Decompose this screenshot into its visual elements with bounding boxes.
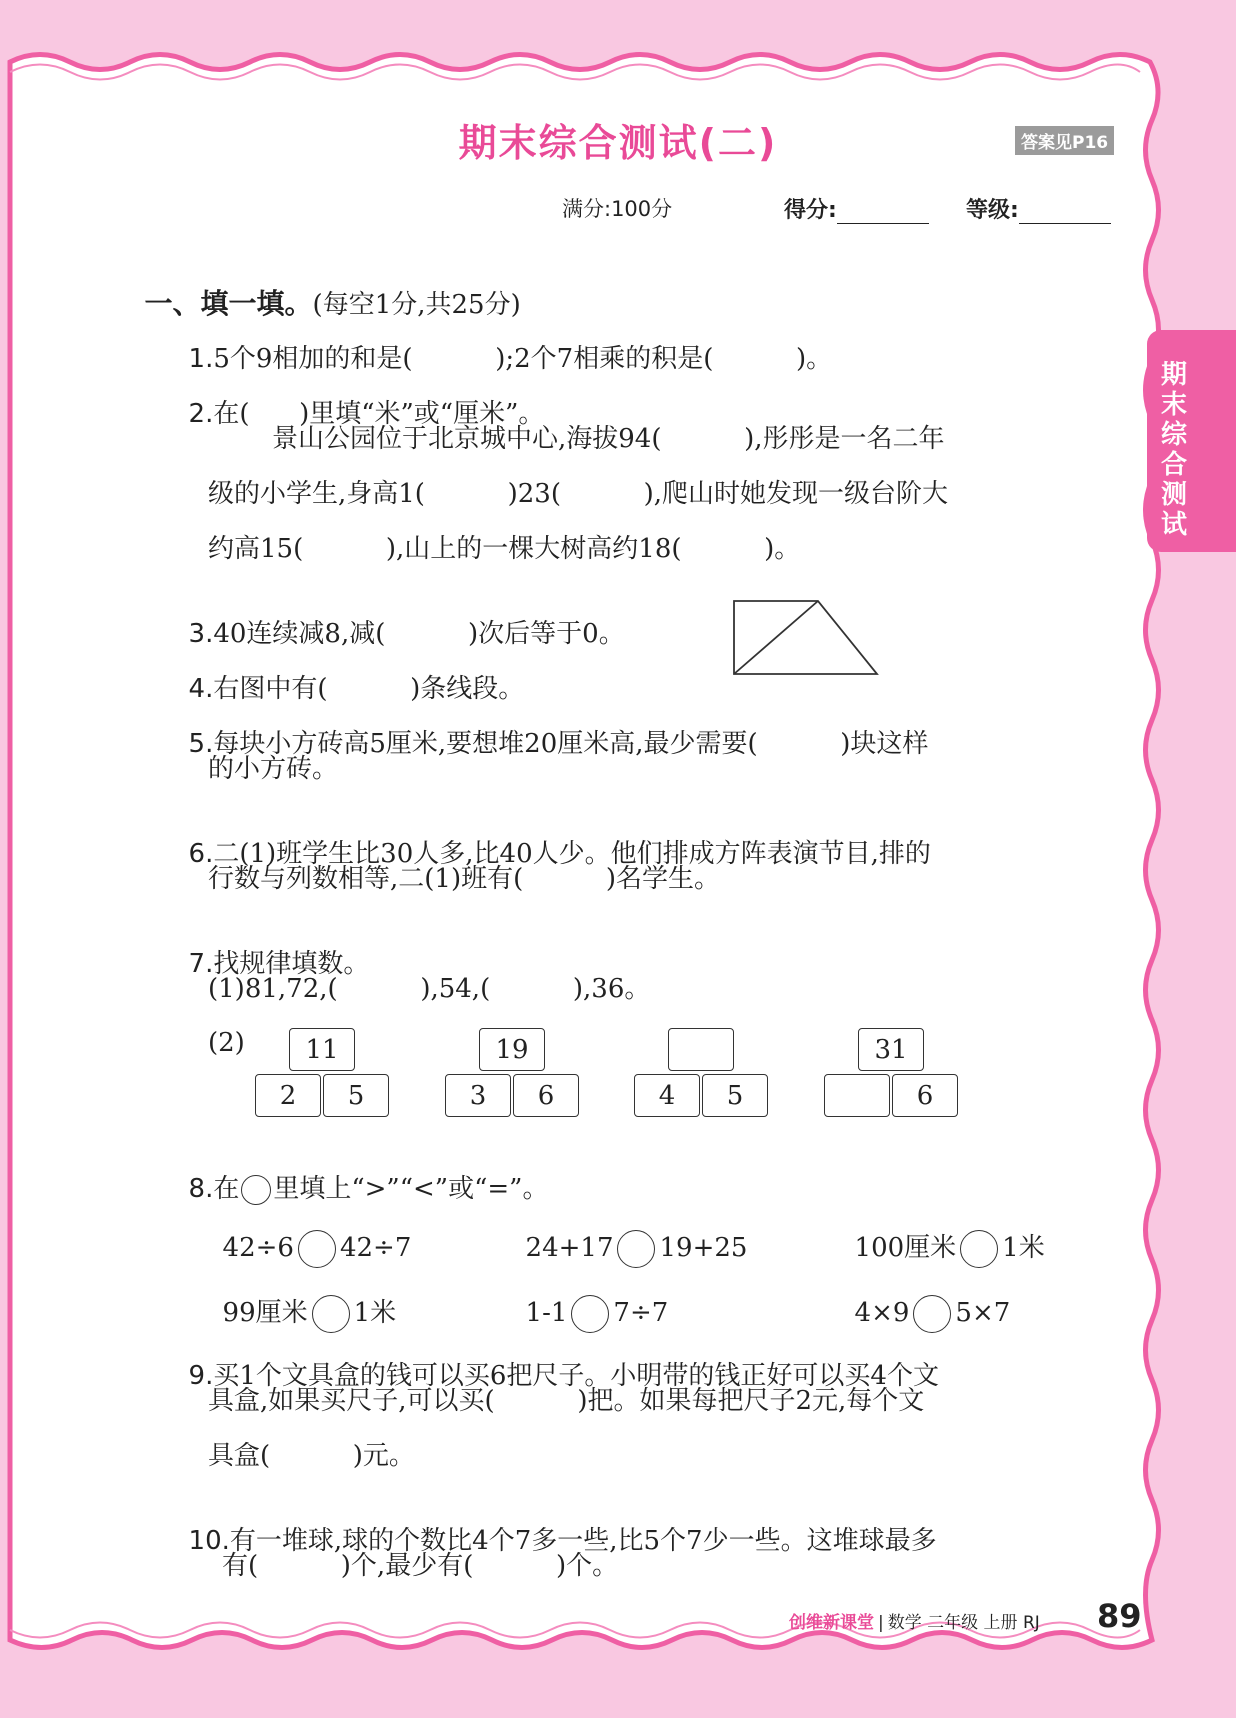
tower-4-right: 6 [892, 1074, 958, 1117]
tower-3-left: 4 [634, 1074, 700, 1117]
question-number: 9. [188, 1361, 214, 1391]
question-10 [172, 1496, 937, 1556]
question-number: 8. [188, 1174, 214, 1204]
side-tab-label: 期末综合测试 [1161, 360, 1188, 540]
question-2-paragraph-line-1: 景山公园位于北京城中心,海拔94( ),彤彤是一名二年 [272, 424, 945, 454]
grade-label: 等级: [966, 198, 1019, 223]
compare-item-3 [838, 1200, 1045, 1268]
question-10-line-2: 有( )个,最少有( )个。 [222, 1551, 619, 1581]
question-7-part-1: (1)81,72,( ),54,( ),36。 [208, 974, 651, 1004]
section-note: (每空1分,共25分) [312, 290, 521, 320]
tower-1-left: 2 [255, 1074, 321, 1117]
question-number: 3. [188, 619, 214, 649]
question-number: 1. [188, 344, 214, 374]
footer-info: 创维新课堂 | 数学 二年级 上册 RJ [789, 1613, 1040, 1633]
compare-left: 99厘米 [222, 1298, 308, 1328]
question-9 [172, 1331, 939, 1391]
question-text: 在( )里填“米”或“厘米”。 [213, 399, 545, 429]
page-number: 89 [1097, 1597, 1142, 1635]
compare-left: 4×9 [854, 1298, 910, 1328]
score-field[interactable] [784, 193, 929, 224]
section-heading [128, 259, 521, 320]
tower-3-top-blank[interactable] [668, 1028, 734, 1071]
question-6 [172, 809, 931, 869]
question-text: 找规律填数。 [213, 949, 370, 979]
question-text: 右图中有( )条线段。 [213, 674, 525, 704]
question-3 [172, 589, 625, 649]
question-number: 7. [188, 949, 214, 979]
question-text-b: 里填上“>”“<”或“=”。 [273, 1174, 549, 1204]
question-number: 5. [188, 729, 214, 759]
compare-right: 19+25 [659, 1233, 748, 1263]
question-2-paragraph-line-2: 级的小学生,身高1( )23( ),爬山时她发现一级台阶大 [208, 479, 949, 509]
question-number: 4. [188, 674, 214, 704]
question-5-line-2: 的小方砖。 [208, 754, 339, 784]
footer-brand: 创维新课堂 [789, 1613, 874, 1633]
question-7 [172, 919, 369, 979]
question-text: 5个9相加的和是( );2个7相乘的积是( )。 [213, 344, 833, 374]
tower-4-top: 31 [858, 1028, 924, 1071]
compare-circle[interactable] [913, 1295, 951, 1333]
question-2 [172, 369, 544, 429]
compare-right: 1米 [353, 1298, 397, 1328]
compare-item-2 [509, 1200, 747, 1268]
page-title: 期末综合测试(二) [458, 121, 778, 165]
tower-1-top: 11 [289, 1028, 355, 1071]
full-score: 满分:100分 [562, 197, 673, 221]
question-text: 二(1)班学生比30人多,比40人少。他们排成方阵表演节目,排的 [213, 839, 931, 869]
footer-book-info: 数学 二年级 上册 RJ [887, 1613, 1040, 1633]
compare-left: 42÷6 [222, 1233, 294, 1263]
compare-item-1 [206, 1200, 411, 1268]
tower-1-right: 5 [323, 1074, 389, 1117]
question-text: 每块小方砖高5厘米,要想堆20厘米高,最少需要( )块这样 [213, 729, 929, 759]
score-label: 得分: [784, 198, 837, 223]
compare-left: 1-1 [525, 1298, 568, 1328]
compare-left: 100厘米 [854, 1233, 957, 1263]
compare-left: 24+17 [525, 1233, 614, 1263]
tower-2-left: 3 [445, 1074, 511, 1117]
question-text: 40连续减8,减( )次后等于0。 [213, 619, 625, 649]
question-8 [172, 1144, 548, 1205]
grade-field[interactable] [966, 193, 1111, 224]
tower-3-right: 5 [702, 1074, 768, 1117]
compare-circle[interactable] [312, 1295, 350, 1333]
side-tab [1147, 330, 1236, 552]
compare-right: 1米 [1002, 1233, 1045, 1263]
compare-right: 7÷7 [613, 1298, 669, 1328]
tower-2-right: 6 [513, 1074, 579, 1117]
question-9-line-2: 具盒,如果买尺子,可以买( )把。如果每把尺子2元,每个文 [208, 1386, 925, 1416]
question-text-a: 在 [213, 1174, 240, 1204]
compare-right: 42÷7 [339, 1233, 412, 1263]
tower-4-left-blank[interactable] [824, 1074, 890, 1117]
score-blank[interactable] [837, 199, 929, 224]
tower-2-top: 19 [479, 1028, 545, 1071]
question-6-line-2: 行数与列数相等,二(1)班有( )名学生。 [208, 864, 721, 894]
question-9-line-3: 具盒( )元。 [208, 1441, 415, 1471]
compare-circle[interactable] [298, 1230, 336, 1268]
compare-item-5 [509, 1265, 668, 1333]
section-title: 一、填一填。 [144, 287, 313, 320]
question-text: 买1个文具盒的钱可以买6把尺子。小明带的钱正好可以买4个文 [213, 1361, 939, 1391]
question-5 [172, 699, 928, 759]
question-1 [172, 314, 832, 374]
compare-right: 5×7 [955, 1298, 1011, 1328]
question-number: 2. [188, 399, 214, 429]
grade-blank[interactable] [1019, 199, 1111, 224]
question-number: 10. [188, 1526, 230, 1556]
compare-circle[interactable] [571, 1295, 609, 1333]
question-2-paragraph-line-3: 约高15( ),山上的一棵大树高约18( )。 [208, 534, 801, 564]
question-7-part-2-label: (2) [208, 1028, 245, 1058]
answer-reference-badge: 答案见P16 [1015, 126, 1114, 155]
compare-circle[interactable] [617, 1230, 655, 1268]
compare-circle[interactable] [960, 1230, 998, 1268]
question-text: 有一堆球,球的个数比4个7多一些,比5个7少一些。这堆球最多 [229, 1526, 937, 1556]
compare-item-6 [838, 1265, 1010, 1333]
question-number: 6. [188, 839, 214, 869]
compare-item-4 [206, 1265, 396, 1333]
question-4 [172, 644, 524, 704]
